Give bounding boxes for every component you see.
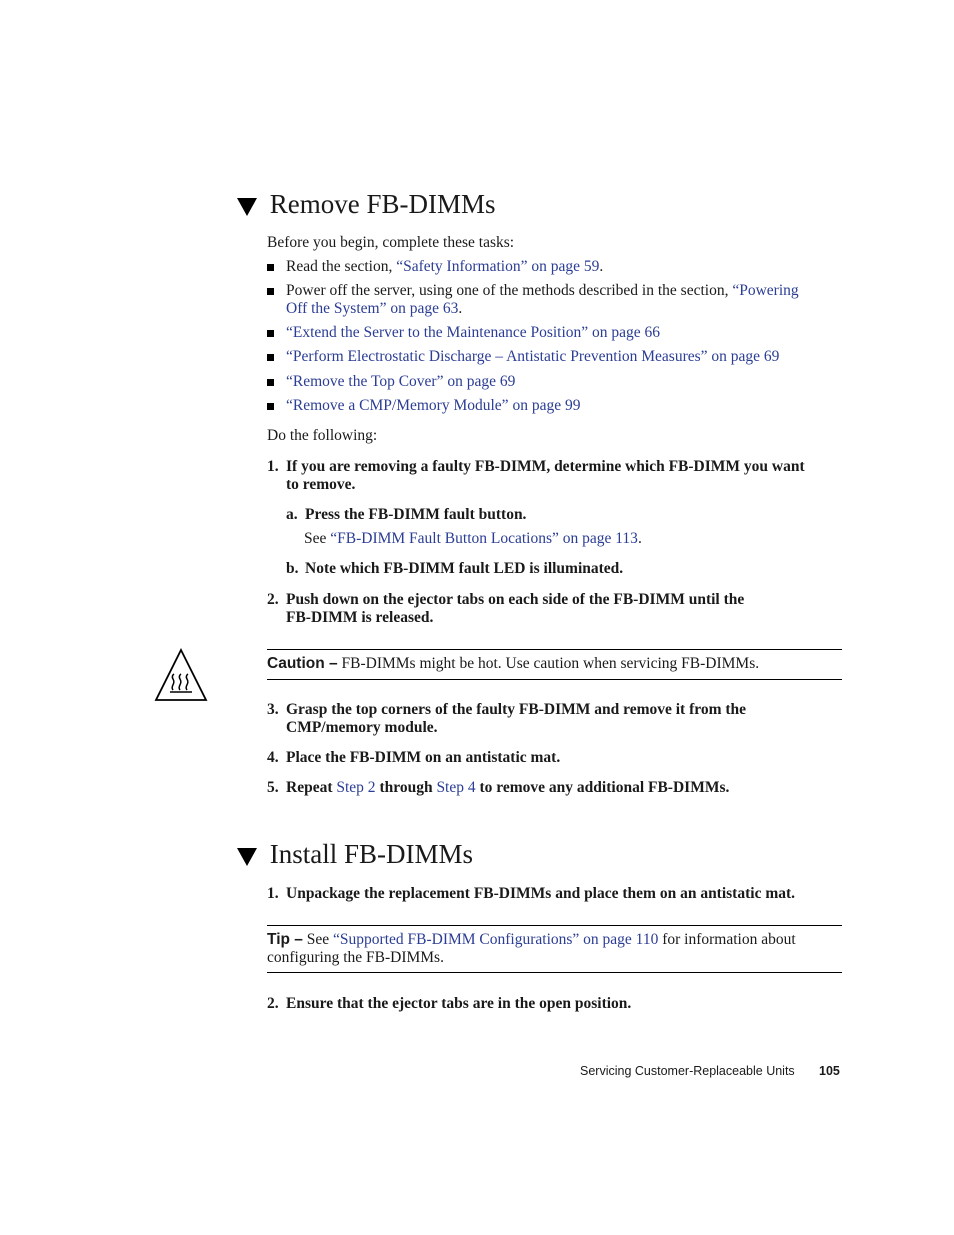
task-punct: . xyxy=(599,258,604,275)
list-item xyxy=(286,373,515,391)
remove-top-cover-link[interactable]: “Remove the Top Cover” on page 69 xyxy=(286,373,516,390)
triangle-icon xyxy=(237,848,257,866)
step-2-line2: FB-DIMM is released. xyxy=(286,609,434,626)
install-step-2-text: Ensure that the ejector tabs are in the open position. xyxy=(286,995,632,1012)
task-text: Power off the server, using one of the methods described in the section, xyxy=(286,282,733,299)
section-heading-install xyxy=(237,839,473,870)
list-item xyxy=(286,282,799,300)
substep-letter: a. xyxy=(286,506,298,523)
step-5-mid: through xyxy=(375,779,437,796)
section-heading-remove xyxy=(237,189,496,220)
powering-off-link[interactable]: “Powering xyxy=(732,282,799,299)
bullet-icon xyxy=(267,403,274,410)
bullet-icon xyxy=(267,330,274,337)
hot-surface-warning-icon xyxy=(154,648,208,702)
powering-off-link-cont[interactable]: Off the System” on page 63 xyxy=(286,300,459,317)
step-5-post: to remove any additional FB-DIMMs. xyxy=(475,779,730,796)
step-1-line1: If you are removing a faulty FB-DIMM, determine which FB-DIMM you want xyxy=(286,458,805,475)
install-step-1-text: Unpackage the replacement FB-DIMMs and place them on an antistatic mat. xyxy=(286,885,796,902)
task-text: Read the section, xyxy=(286,258,397,275)
step-number: 1. xyxy=(267,458,279,475)
page-number: 105 xyxy=(819,1064,840,1078)
triangle-icon xyxy=(237,198,257,216)
substep-a-see xyxy=(304,530,642,548)
tip-line2: configuring the FB-DIMMs. xyxy=(267,949,444,966)
substep-letter: b. xyxy=(286,560,299,577)
intro-text: Before you begin, complete these tasks: xyxy=(267,234,515,251)
list-item xyxy=(286,348,779,366)
caution-bottom-rule xyxy=(267,679,842,680)
list-item xyxy=(286,258,603,276)
caution-note xyxy=(267,655,759,673)
substep-b-text: Note which FB-DIMM fault LED is illuminated. xyxy=(305,560,624,577)
step-5-pre: Repeat xyxy=(286,779,337,796)
step-3-line2: CMP/memory module. xyxy=(286,719,438,736)
esd-link[interactable]: “Perform Electrostatic Discharge – Antistatic Prevention Measures” on page 69 xyxy=(286,348,780,365)
caution-text: FB-DIMMs might be hot. Use caution when servicing FB-DIMMs. xyxy=(337,655,760,672)
tip-pre: See xyxy=(302,931,334,948)
step-3-line1: Grasp the top corners of the faulty FB-DIMM and remove it from the xyxy=(286,701,747,718)
remove-cmp-link[interactable]: “Remove a CMP/Memory Module” on page 99 xyxy=(286,397,581,414)
caution-label: Caution – xyxy=(267,655,338,672)
step-number: 2. xyxy=(267,995,279,1012)
bullet-icon xyxy=(267,379,274,386)
do-following-text: Do the following: xyxy=(267,427,378,444)
step-number: 5. xyxy=(267,779,279,796)
list-item xyxy=(286,324,660,342)
tip-note xyxy=(267,931,796,949)
step-number: 3. xyxy=(267,701,279,718)
safety-info-link[interactable]: “Safety Information” on page 59 xyxy=(396,258,600,275)
step-4-link[interactable]: Step 4 xyxy=(436,779,476,796)
step-number: 1. xyxy=(267,885,279,902)
heading-text: Remove FB-DIMMs xyxy=(269,189,496,219)
caution-top-rule xyxy=(267,649,842,650)
bullet-icon xyxy=(267,354,274,361)
list-item xyxy=(286,397,580,415)
step-number: 2. xyxy=(267,591,279,608)
footer-section-title: Servicing Customer-Replaceable Units xyxy=(580,1064,795,1078)
step-2-line1: Push down on the ejector tabs on each side of the FB-DIMM until the xyxy=(286,591,745,608)
bullet-icon xyxy=(267,264,274,271)
step-4-text: Place the FB-DIMM on an antistatic mat. xyxy=(286,749,561,766)
tip-bottom-rule xyxy=(267,972,842,973)
step-1-line2: to remove. xyxy=(286,476,356,493)
step-5-text xyxy=(286,779,729,797)
see-text: See xyxy=(304,530,331,547)
substep-a-text: Press the FB-DIMM fault button. xyxy=(305,506,527,523)
see-punct: . xyxy=(637,530,642,547)
step-number: 4. xyxy=(267,749,279,766)
tip-top-rule xyxy=(267,925,842,926)
list-item-continuation xyxy=(286,300,462,318)
step-2-link[interactable]: Step 2 xyxy=(336,779,376,796)
supported-configs-link[interactable]: “Supported FB-DIMM Configurations” on page 110 xyxy=(333,931,659,948)
extend-server-link[interactable]: “Extend the Server to the Maintenance Position” on page 66 xyxy=(286,324,661,341)
task-punct: . xyxy=(458,300,463,317)
bullet-icon xyxy=(267,288,274,295)
heading-text: Install FB-DIMMs xyxy=(269,839,474,869)
tip-label: Tip – xyxy=(267,931,303,948)
fault-button-locations-link[interactable]: “FB-DIMM Fault Button Locations” on page 113 xyxy=(330,530,638,547)
tip-post: for information about xyxy=(658,931,796,948)
